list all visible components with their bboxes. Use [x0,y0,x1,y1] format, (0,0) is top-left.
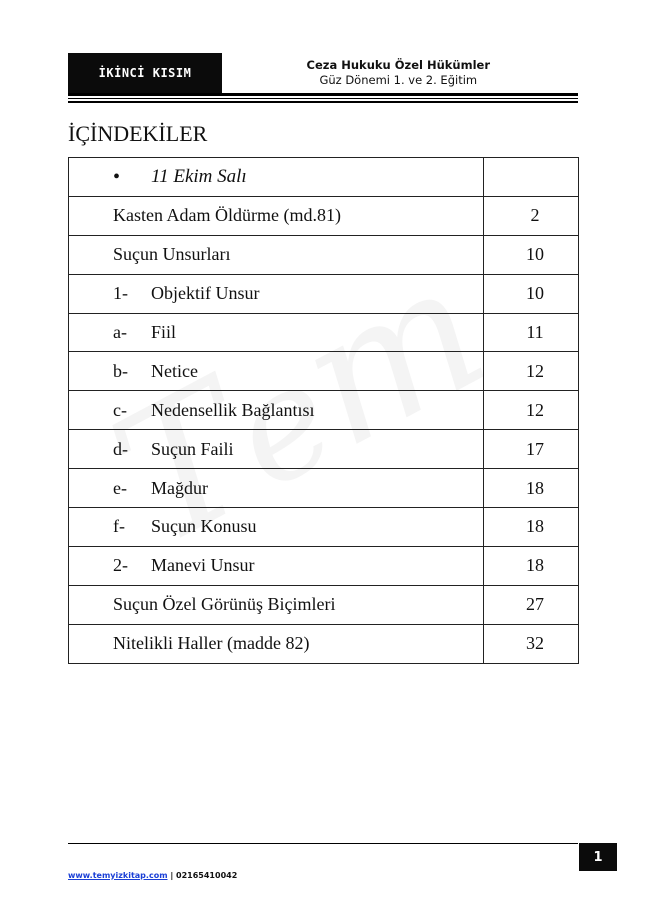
header-rule [68,93,578,96]
toc-entry-cell [69,624,484,663]
toc-table [68,157,579,664]
toc-entry-title[interactable]: Suçun Unsurları [113,244,231,265]
toc-session-row [69,158,579,197]
toc-entry-title[interactable]: Objektif Unsur [151,283,260,304]
toc-entry-title[interactable]: Kasten Adam Öldürme (md.81) [113,205,341,226]
toc-entry-marker: e- [113,477,127,498]
toc-entry-title[interactable]: Manevi Unsur [151,555,255,576]
toc-row[interactable] [69,196,579,235]
toc-row[interactable] [69,508,579,547]
toc-entry-cell [69,196,484,235]
toc-entry-title[interactable]: Netice [151,360,198,381]
bullet-icon: • [113,165,121,188]
toc-entry-marker: a- [113,322,127,342]
toc-entry-cell [69,469,484,508]
website-link[interactable]: www.temyizkitap.com [68,871,168,880]
header-rule [68,98,578,99]
footer-separator: | [167,871,177,880]
toc-entry-marker: 2- [113,555,128,576]
toc-row[interactable] [69,391,579,430]
toc-row[interactable] [69,352,579,391]
toc-page-number: 2 [484,196,579,235]
toc-entry-cell [69,313,484,352]
toc-page-number: 10 [484,274,579,313]
toc-entry-marker: f- [113,516,125,537]
toc-page-number: 27 [484,585,579,624]
toc-entry-marker: d- [113,438,128,459]
toc-entry-marker: c- [113,399,127,420]
toc-entry-cell [69,508,484,547]
toc-row[interactable] [69,235,579,274]
toc-entry-cell [69,235,484,274]
toc-row[interactable] [69,585,579,624]
toc-entry-marker: b- [113,360,128,381]
footer-info [68,871,237,880]
toc-page-number: 12 [484,352,579,391]
toc-entry-cell [69,546,484,585]
toc-entry-cell [69,585,484,624]
toc-page-number: 18 [484,546,579,585]
toc-page-number: 18 [484,508,579,547]
toc-page-number: 32 [484,624,579,663]
toc-session-cell [69,158,484,197]
toc-page-number: 18 [484,469,579,508]
toc-page-number: 11 [484,313,579,352]
toc-entry-title[interactable]: Nedensellik Bağlantısı [151,399,315,420]
toc-entry-marker: 1- [113,283,128,304]
toc-entry-title[interactable]: Mağdur [151,477,208,498]
footer-rule [68,843,578,844]
toc-session-label[interactable]: 11 Ekim Salı [151,165,247,187]
toc-entry-cell [69,274,484,313]
toc-page-number: 12 [484,391,579,430]
toc-entry-title[interactable]: Suçun Faili [151,438,234,459]
toc-row[interactable] [69,624,579,663]
course-title: Ceza Hukuku Özel Hükümler [306,58,490,72]
toc-entry-cell [69,352,484,391]
toc-page-number: 10 [484,235,579,274]
toc-row[interactable] [69,274,579,313]
toc-row[interactable] [69,430,579,469]
section-label: İKİNCİ KISIM [68,53,222,93]
phone-number: 02165410042 [176,871,238,880]
toc-row[interactable] [69,469,579,508]
toc-entry-title[interactable]: Suçun Özel Görünüş Biçimleri [113,594,336,615]
course-header [307,58,490,88]
toc-entry-cell [69,391,484,430]
toc-entry-title[interactable]: Fiil [151,322,177,342]
toc-page-number: 17 [484,430,579,469]
toc-page-number [484,158,579,197]
toc-row[interactable] [69,546,579,585]
toc-entry-cell [69,430,484,469]
course-subtitle: Güz Dönemi 1. ve 2. Eğitim [319,73,478,87]
toc-row[interactable] [69,313,579,352]
header-rule [68,101,578,103]
toc-title: İÇİNDEKİLER [68,121,208,146]
toc-entry-title[interactable]: Suçun Konusu [151,516,257,537]
page-number: 1 [579,843,617,871]
toc-entry-title[interactable]: Nitelikli Haller (madde 82) [113,633,310,654]
